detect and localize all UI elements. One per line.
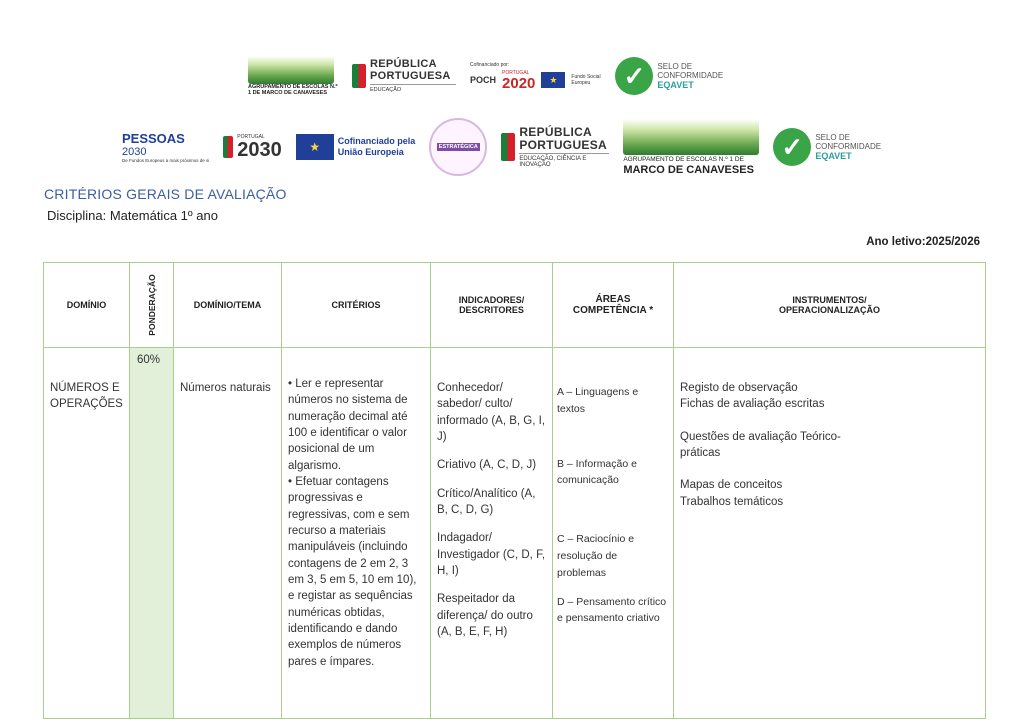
instrumento-spacer xyxy=(680,413,979,429)
eu-flag-icon: ★ xyxy=(541,72,565,88)
indicador-item: Crítico/Analítico (A, B, C, D, G) xyxy=(437,487,536,516)
poch-logo: POCH xyxy=(470,75,497,86)
portugal2020-number: 2020 xyxy=(502,74,536,92)
portugal-flag-icon xyxy=(223,136,233,158)
ponderacao-value: 60% xyxy=(137,354,161,366)
portugal2030-number: 2030 xyxy=(237,139,282,161)
school-year: Ano letivo:2025/2026 xyxy=(866,236,980,248)
cofinanciado-ue-logo xyxy=(296,134,416,160)
instrumento-item: Registo de observação xyxy=(680,382,798,394)
instrumento-item: Questões de avaliação Teórico-práticas xyxy=(680,430,841,459)
estrategica-label: ESTRATÉGICA xyxy=(438,144,478,150)
document-subject: Disciplina: Matemática 1º ano xyxy=(47,208,218,223)
header-areas xyxy=(553,263,674,348)
header-areas-line1: ÁREAS xyxy=(595,294,631,305)
instrumento-spacer xyxy=(680,461,979,477)
agrupamento-logo-text: AGRUPAMENTO DE ESCOLAS N.º 1 DE MARCO DE CANAVESES xyxy=(248,84,338,97)
portugal2030-small: PORTUGAL xyxy=(237,134,265,140)
eqavet-line3: EQAVET xyxy=(815,151,852,162)
dominio-text: NÚMEROS E OPERAÇÕES xyxy=(50,382,123,411)
cell-areas xyxy=(553,348,674,719)
republica-portuguesa-eci-logo xyxy=(501,126,609,168)
portugal-flag-icon xyxy=(352,64,366,88)
table-row xyxy=(44,348,986,719)
estrategica-badge xyxy=(429,118,487,176)
criterio-item: • Ler e representar números no sistema de numeração decimal até 100 e identificar o valor posicional de um algarismo. xyxy=(288,378,408,472)
eqavet-logo-bottom xyxy=(773,128,881,166)
eqavet-line3: EQAVET xyxy=(657,80,694,91)
pessoas2030-logo xyxy=(122,131,209,163)
cell-instrumentos xyxy=(674,348,986,719)
pessoas-year: 2030 xyxy=(122,146,147,158)
fse-label: Fundo Social Europeu xyxy=(571,74,601,87)
instrumento-item: Mapas de conceitos xyxy=(680,479,783,492)
cell-ponderacao xyxy=(130,348,174,719)
header-ponderacao-text: PONDERAÇÃO xyxy=(146,274,157,336)
header-dominio: DOMÍNIO xyxy=(44,263,130,348)
logo-row-top xyxy=(248,56,723,96)
criterio-item: • Efetuar contagens progressivas e regressivas, com e sem recurso a materiais manipuláveis (incluindo contagens de 2 em 2, 3 em 3, 5 em 5, 10 em 10), e registar as sequências numéricas obtidas, identificando e dando exemplos de números pares e ímpares. xyxy=(288,475,417,668)
criteria-table xyxy=(43,262,986,719)
portugal-flag-icon xyxy=(501,133,515,161)
document-title: CRITÉRIOS GERAIS DE AVALIAÇÃO xyxy=(44,186,287,202)
cofinanciado-label: Cofinanciado por: xyxy=(470,61,510,68)
area-item: C – Raciocínio e resolução de problemas xyxy=(557,533,635,579)
republica-sub: EDUCAÇÃO, CIÊNCIA E INOVAÇÃO xyxy=(519,153,609,168)
agrupamento-line2: MARCO DE CANAVESES xyxy=(623,163,754,176)
portugal2020-logo xyxy=(502,70,535,91)
header-indicadores-line2: DESCRITORES xyxy=(459,305,524,315)
agrupamento-logo-small xyxy=(248,56,338,96)
cofinanciado-logos xyxy=(470,62,601,91)
instrumento-item: Trabalhos temáticos xyxy=(680,495,784,508)
area-item: D – Pensamento crítico e pensamento criativo xyxy=(557,595,667,625)
eqavet-logo-top xyxy=(615,57,723,95)
logo-row-bottom xyxy=(122,118,881,176)
republica-text: REPÚBLICA PORTUGUESA xyxy=(370,58,451,82)
indicador-item: Respeitador da diferença/ do outro (A, B, E, F, H) xyxy=(437,593,533,638)
instrumento-item: Fichas de avaliação escritas xyxy=(680,398,825,411)
header-criterios: CRITÉRIOS xyxy=(282,263,431,348)
cell-tema xyxy=(174,348,282,719)
eqavet-line1: SELO DE xyxy=(657,61,693,71)
indicador-item: Indagador/ Investigador (C, D, F, H, I) xyxy=(437,532,546,577)
republica-sub: EDUCAÇÃO xyxy=(370,84,456,93)
hills-graphic xyxy=(623,119,759,155)
pessoas-tagline: De Fundos Europeus a mais próximos de si xyxy=(122,158,210,163)
tema-text: Números naturais xyxy=(180,382,271,394)
pessoas-text: PESSOAS xyxy=(122,131,185,146)
cofinanciado-ue-line1: Cofinanciado pela xyxy=(337,136,416,147)
check-icon: ✓ xyxy=(615,57,653,95)
republica-text: REPÚBLICA PORTUGUESA xyxy=(519,124,607,152)
indicador-item: Conhecedor/ sabedor/ culto/ informado (A, B, G, I, J) xyxy=(437,382,546,443)
eqavet-line1: SELO DE xyxy=(815,132,850,142)
agrupamento-line1: AGRUPAMENTO DE ESCOLAS N.º 1 DE xyxy=(623,155,744,163)
header-instrumentos xyxy=(674,263,986,348)
header-areas-line2: COMPETÊNCIA * xyxy=(572,305,654,316)
portugal2020-small: PORTUGAL xyxy=(502,69,530,76)
eqavet-line2: CONFORMIDADE xyxy=(657,70,724,80)
republica-portuguesa-logo xyxy=(352,59,456,93)
cofinanciado-ue-line2: União Europeia xyxy=(337,147,404,157)
cell-criterios xyxy=(282,348,431,719)
portugal2030-logo xyxy=(223,134,282,160)
header-instrumentos-line2: OPERACIONALIZAÇÃO xyxy=(779,305,880,315)
header-dominio-tema: DOMÍNIO/TEMA xyxy=(174,263,282,348)
area-item: A – Linguagens e textos xyxy=(557,386,639,415)
hills-graphic xyxy=(248,56,334,84)
header-indicadores xyxy=(431,263,553,348)
agrupamento-logo-large xyxy=(623,119,759,176)
header-ponderacao xyxy=(130,263,174,348)
area-item: B – Informação e comunicação xyxy=(557,457,637,487)
cell-indicadores xyxy=(431,348,553,719)
table-header-row xyxy=(44,263,986,348)
eqavet-line2: CONFORMIDADE xyxy=(815,141,882,151)
cell-dominio xyxy=(44,348,130,719)
eu-flag-icon: ★ xyxy=(296,134,334,160)
header-indicadores-line1: INDICADORES/ xyxy=(458,295,525,305)
indicador-item: Criativo (A, C, D, J) xyxy=(437,459,537,472)
estrategica-circle xyxy=(429,118,487,176)
header-instrumentos-line1: INSTRUMENTOS/ xyxy=(792,295,867,305)
check-icon: ✓ xyxy=(773,128,811,166)
